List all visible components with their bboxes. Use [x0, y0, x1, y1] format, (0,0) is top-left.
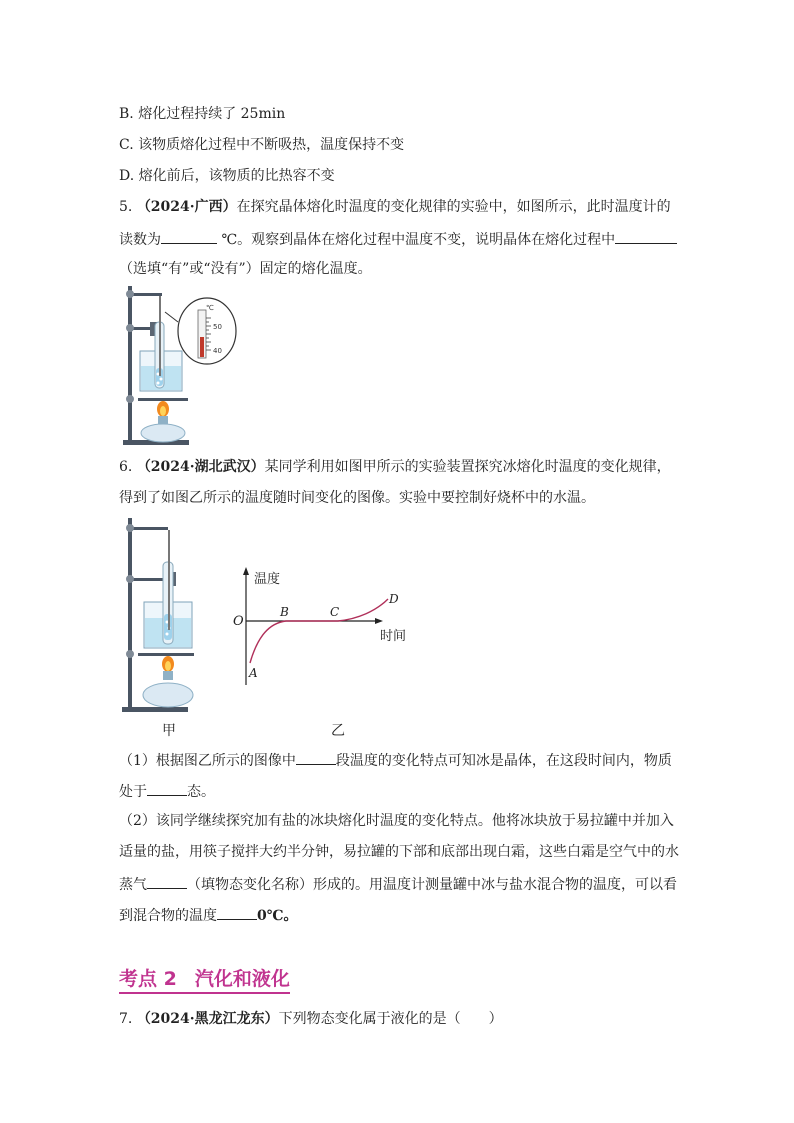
caption-yi: 乙 — [331, 723, 345, 739]
thermometer-mercury — [200, 337, 204, 357]
point-a-label: A — [249, 666, 258, 680]
q6-p2-line1: （2）该同学继续探究加有盐的冰块熔化时温度的变化特点。他将冰块放于易拉罐中并加入 — [119, 813, 674, 829]
graph-xlabel: 时间 — [380, 629, 407, 644]
q6-apparatus-figure-jia — [118, 514, 200, 714]
stand-rod — [128, 286, 132, 442]
q6-p1d: 态。 — [187, 784, 215, 800]
point-b-label: B — [280, 605, 289, 619]
graph-origin: O — [233, 614, 244, 629]
thermometer-callout — [176, 296, 238, 366]
caption-jia: 甲 — [162, 723, 176, 739]
q6-blank-state[interactable] — [147, 781, 187, 796]
q6-p1-line1 — [119, 750, 672, 770]
thermo-label-40: 40 — [213, 347, 222, 355]
q7-source: （2024·黑龙江龙东） — [136, 1011, 279, 1027]
q6-p2d2: 0℃。 — [257, 908, 298, 924]
q5-line3: （选填“有”或“没有”）固定的熔化温度。 — [119, 261, 372, 277]
q6-text1: 某同学利用如图甲所示的实验装置探究冰熔化时温度的变化规律， — [264, 459, 671, 475]
q5-line2 — [119, 229, 677, 249]
q6-blank-compare[interactable] — [217, 905, 257, 920]
q5-source: （2024·广西） — [136, 199, 237, 215]
thermo-unit: ℃ — [206, 304, 214, 312]
q6-p1-line2 — [119, 781, 215, 801]
q5-number: 5. — [119, 199, 133, 215]
q6-blank-segment[interactable] — [296, 750, 336, 765]
q6-p2-line3 — [119, 874, 677, 894]
q7-number: 7. — [119, 1011, 133, 1027]
q5-blank-reading[interactable] — [161, 229, 217, 244]
q5-text1: 在探究晶体熔化时温度的变化规律的实验中，如图所示，此时温度计的 — [236, 199, 671, 215]
q6-p1a: （1）根据图乙所示的图像中 — [119, 753, 296, 769]
thermo-label-50: 50 — [213, 323, 222, 331]
q6-p2-line4 — [119, 905, 298, 925]
q5-text2b: ℃。观察到晶体在熔化过程中温度不变，说明晶体在熔化过程中 — [221, 232, 616, 248]
q6-p1b: 段温度的变化特点可知冰是晶体，在这段时间内，物质 — [335, 753, 672, 769]
q6-p2c2: （填物态变化名称）形成的。用温度计测量罐中冰与盐水混合物的温度，可以看 — [187, 877, 677, 893]
q6-p2-line2: 适量的盐，用筷子搅拌大约半分钟，易拉罐的下部和底部出现白霜，这些白霜是空气中的水 — [119, 844, 679, 860]
q5-line1 — [119, 198, 671, 216]
q6-source: （2024·湖北武汉） — [136, 459, 265, 475]
alcohol-lamp — [141, 424, 185, 442]
q7-line — [119, 1010, 503, 1028]
q6-p2d1: 到混合物的温度 — [119, 908, 217, 924]
option-c: C. 该物质熔化过程中不断吸热，温度保持不变 — [119, 137, 405, 153]
q6-p1c: 处于 — [119, 784, 147, 800]
point-c-label: C — [330, 605, 340, 619]
option-b: B. 熔化过程持续了 25min — [119, 106, 286, 122]
q6-line1 — [119, 458, 671, 476]
point-d-label: D — [389, 592, 399, 606]
graph-ylabel: 温度 — [254, 572, 281, 587]
thermometer-stem — [159, 296, 161, 376]
q5-blank-fixed-temp[interactable] — [615, 229, 677, 244]
q6-number: 6. — [119, 459, 133, 475]
q7-text: 下列物态变化属于液化的是（ ） — [278, 1011, 503, 1027]
section-title: 汽化和液化 — [194, 968, 290, 990]
section-heading — [119, 967, 290, 994]
section-label: 考点 2 — [119, 968, 177, 990]
option-d: D. 熔化前后，该物质的比热容不变 — [119, 168, 335, 184]
q6-blank-change[interactable] — [147, 874, 187, 889]
q6-line2: 得到了如图乙所示的温度随时间变化的图像。实验中要控制好烧杯中的水温。 — [119, 490, 595, 506]
temperature-curve — [250, 599, 388, 663]
q6-p2c1: 蒸气 — [119, 877, 147, 893]
q6-graph-yi — [228, 565, 414, 690]
q5-text2a: 读数为 — [119, 232, 161, 248]
